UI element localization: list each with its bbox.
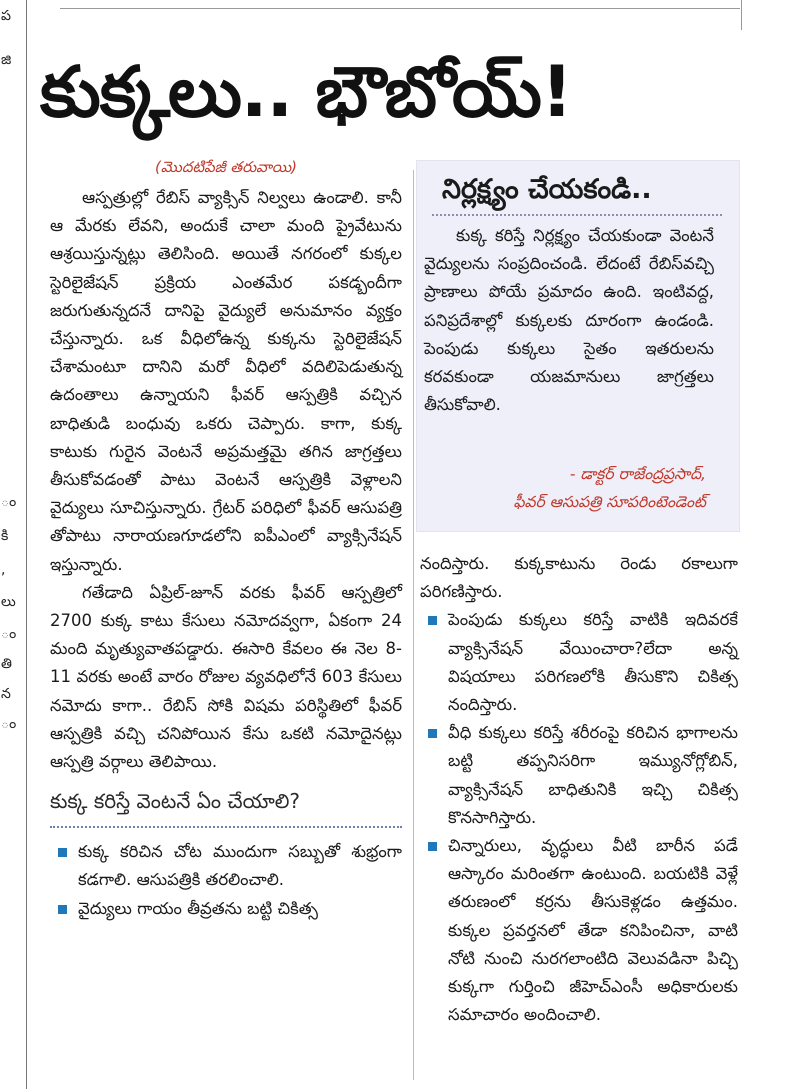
- credit-name: - డాక్టర్ రాజేంద్రప్రసాద్,: [569, 465, 706, 483]
- fragment-text: ప: [1, 8, 11, 24]
- list-item-text: కుక్క కరిచిన చోట ముందుగా సబ్బుతో శుభ్రంగా కడగాలి. ఆసుపత్రికి తరలించాలి.: [78, 842, 402, 890]
- fragment-text: కి: [1, 528, 9, 544]
- article-paragraph: నందిస్తారు. కుక్కకాటును రెండు రకాలుగా పరిగణిస్తారు.: [420, 554, 738, 602]
- box-body: కుక్క కరిస్తే నిర్లక్ష్యం చేయకుండా వెంటనే వైద్యులను సంప్రదించండి. లేదంటే రేబిస్‌వచ్చి ప్రాణాలు పోయే ప్రమాదం ఉంది. ఇంటివద్ద, పనిప్రదేశాల్లో కుక్కలకు దూరంగా ఉండండి. పెంపుడు కుక్కలు సైతం ఇతరులను కరవకుండా యజమానులు జాగ్రత్తలు తీసుకోవాలి.: [424, 226, 714, 415]
- box-title-divider: [432, 214, 722, 216]
- column-divider: [413, 170, 414, 1080]
- list-item-text: వీధి కుక్కలు కరిస్తే శరీరంపై కరిచిన భాగాలను బట్టి తప్పనిసరిగా ఇమ్యునోగ్లోబిన్, వ్యాక్సినేషన్ బాధితునికి ఇచ్చి చికిత్స కొనసాగిస్తారు.: [448, 723, 738, 827]
- fragment-text: తి: [1, 656, 12, 672]
- bullet-square-icon: [428, 616, 437, 625]
- bullet-square-icon: [428, 729, 437, 738]
- list-item-text: పెంపుడు కుక్కలు కరిస్తే వాటికి ఇదివరకే వ్యాక్సినేషన్ వేయించారా?లేదా అన్న విషయాలు పరిగణలోకి తీసుకొని చికిత్స నందిస్తారు.: [448, 610, 738, 715]
- article-paragraph: గతేడాది ఏప్రిల్-జూన్ వరకు ఫీవర్ ఆస్పత్రిలో 2700 కుక్క కాటు కేసులు నమోదవ్వగా, ఏకంగా 24 మంది మృత్యువాతపడ్డారు. ఈసారి కేవలం ఈ నెల 8-11 వరకు అంటే వారం రోజుల వ్యవధిలోనే 603 కేసులు నమోదు కాగా.. రేబిస్ సోకి విషమ పరిస్థితిలో ఫీవర్ ఆస్పత్రికి వచ్చి చనిపోయిన కేసు ఒకటి నమోదైనట్లు ఆస్పత్రి వర్గాలు తెలిపాయి.: [50, 582, 402, 772]
- adjacent-column-strip: [0, 0, 27, 1089]
- bullet-square-icon: [58, 905, 67, 914]
- fragment-text: ం: [1, 716, 17, 732]
- bullet-square-icon: [58, 848, 67, 857]
- list-item: [50, 838, 402, 894]
- list-item-text: వైద్యులు గాయం తీవ్రతను బట్టి చికిత్స: [78, 898, 318, 918]
- credit-title: ఫీవర్ ఆసుపత్రి సూపరింటెండెంట్: [513, 493, 706, 511]
- list-item: [420, 606, 738, 719]
- continued-label: (మొదటిపేజీ తరువాయి): [154, 158, 298, 176]
- fragment-text: లు: [1, 594, 16, 610]
- section-subhead: కుక్క కరిస్తే వెంటనే ఏం చేయాలి?: [50, 789, 301, 814]
- left-column: [50, 156, 402, 923]
- list-item: [420, 719, 738, 832]
- box-title: నిర్లక్ష్యం చేయకండి..: [442, 174, 652, 205]
- list-item-text: చిన్నారులు, వృద్ధులు వీటి బారీన పడే ఆస్కారం మరింతగా ఉంటుంది. బయటికి వెళ్లే తరుణంలో కర్రను తీసుకెళ్లడం ఉత్తమం. కుక్కల ప్రవర్తనలో తేడా కనిపించినా, వాటి నోటి నుంచి నురగలాంటిది వెలువడినా పిచ్చి కుక్కగా గుర్తించి జీహెచ్ఎంసీ అధికారులకు సమాచారం అందించాలి.: [448, 836, 738, 1025]
- list-item: [420, 832, 738, 1029]
- fragment-text: జి: [1, 52, 12, 68]
- fragment-text: ,: [1, 562, 6, 578]
- fragment-text: ం: [1, 494, 17, 510]
- right-column: [420, 550, 738, 1029]
- box-credit: [424, 460, 706, 516]
- subhead-divider: [50, 826, 402, 828]
- fragment-text: ం: [1, 626, 17, 642]
- article-paragraph: ఆస్పత్రుల్లో రేబిస్ వ్యాక్సిన్ నిల్వలు ఉండాలి. కానీ ఆ మేరకు లేవని, అందుకే చాలా మంది ప్రైవేటును ఆశ్రయిస్తున్నట్లు తెలిసింది. అయితే నగరంలో కుక్కల స్టెరిలైజేషన్ ప్రక్రియ ఎంతమేర పకడ్బందీగా జరుగుతున్నదనే దానిపై వైద్యులే అనుమానం వ్యక్తం చేస్తున్నారు. ఒక వీధిలోఉన్న కుక్కను స్టెరిలైజేషన్ చేశామంటూ దానిని మరో వీధిలో వదిలిపెడుతున్న ఉదంతాలు ఉన్నాయని ఫీవర్ ఆస్పత్రికి వచ్చిన బాధితుడి బంధువు ఒకరు చెప్పారు. కాగా, కుక్క కాటుకు గురైన వెంటనే అప్రమత్తమై తగిన జాగ్రత్తలు తీసుకోవడంతో పాటు వెంటనే ఆస్పత్రికి వెళ్లాలని వైద్యులు సూచిస్తున్నారు. గ్రేటర్ పరిధిలో ఫీవర్ ఆసుపత్రి తోపాటు నారాయణగూడలోని ఐపీఎంలో వ్యాక్సినేషన్ ఇస్తున్నారు.: [50, 188, 402, 574]
- top-rule: [60, 8, 740, 9]
- fragment-text: న: [1, 686, 11, 702]
- right-edge-rule: [741, 0, 742, 30]
- list-item: [50, 895, 402, 923]
- bullet-square-icon: [428, 842, 437, 851]
- headline: కుక్కలు.. భౌబోయ్!: [40, 51, 572, 133]
